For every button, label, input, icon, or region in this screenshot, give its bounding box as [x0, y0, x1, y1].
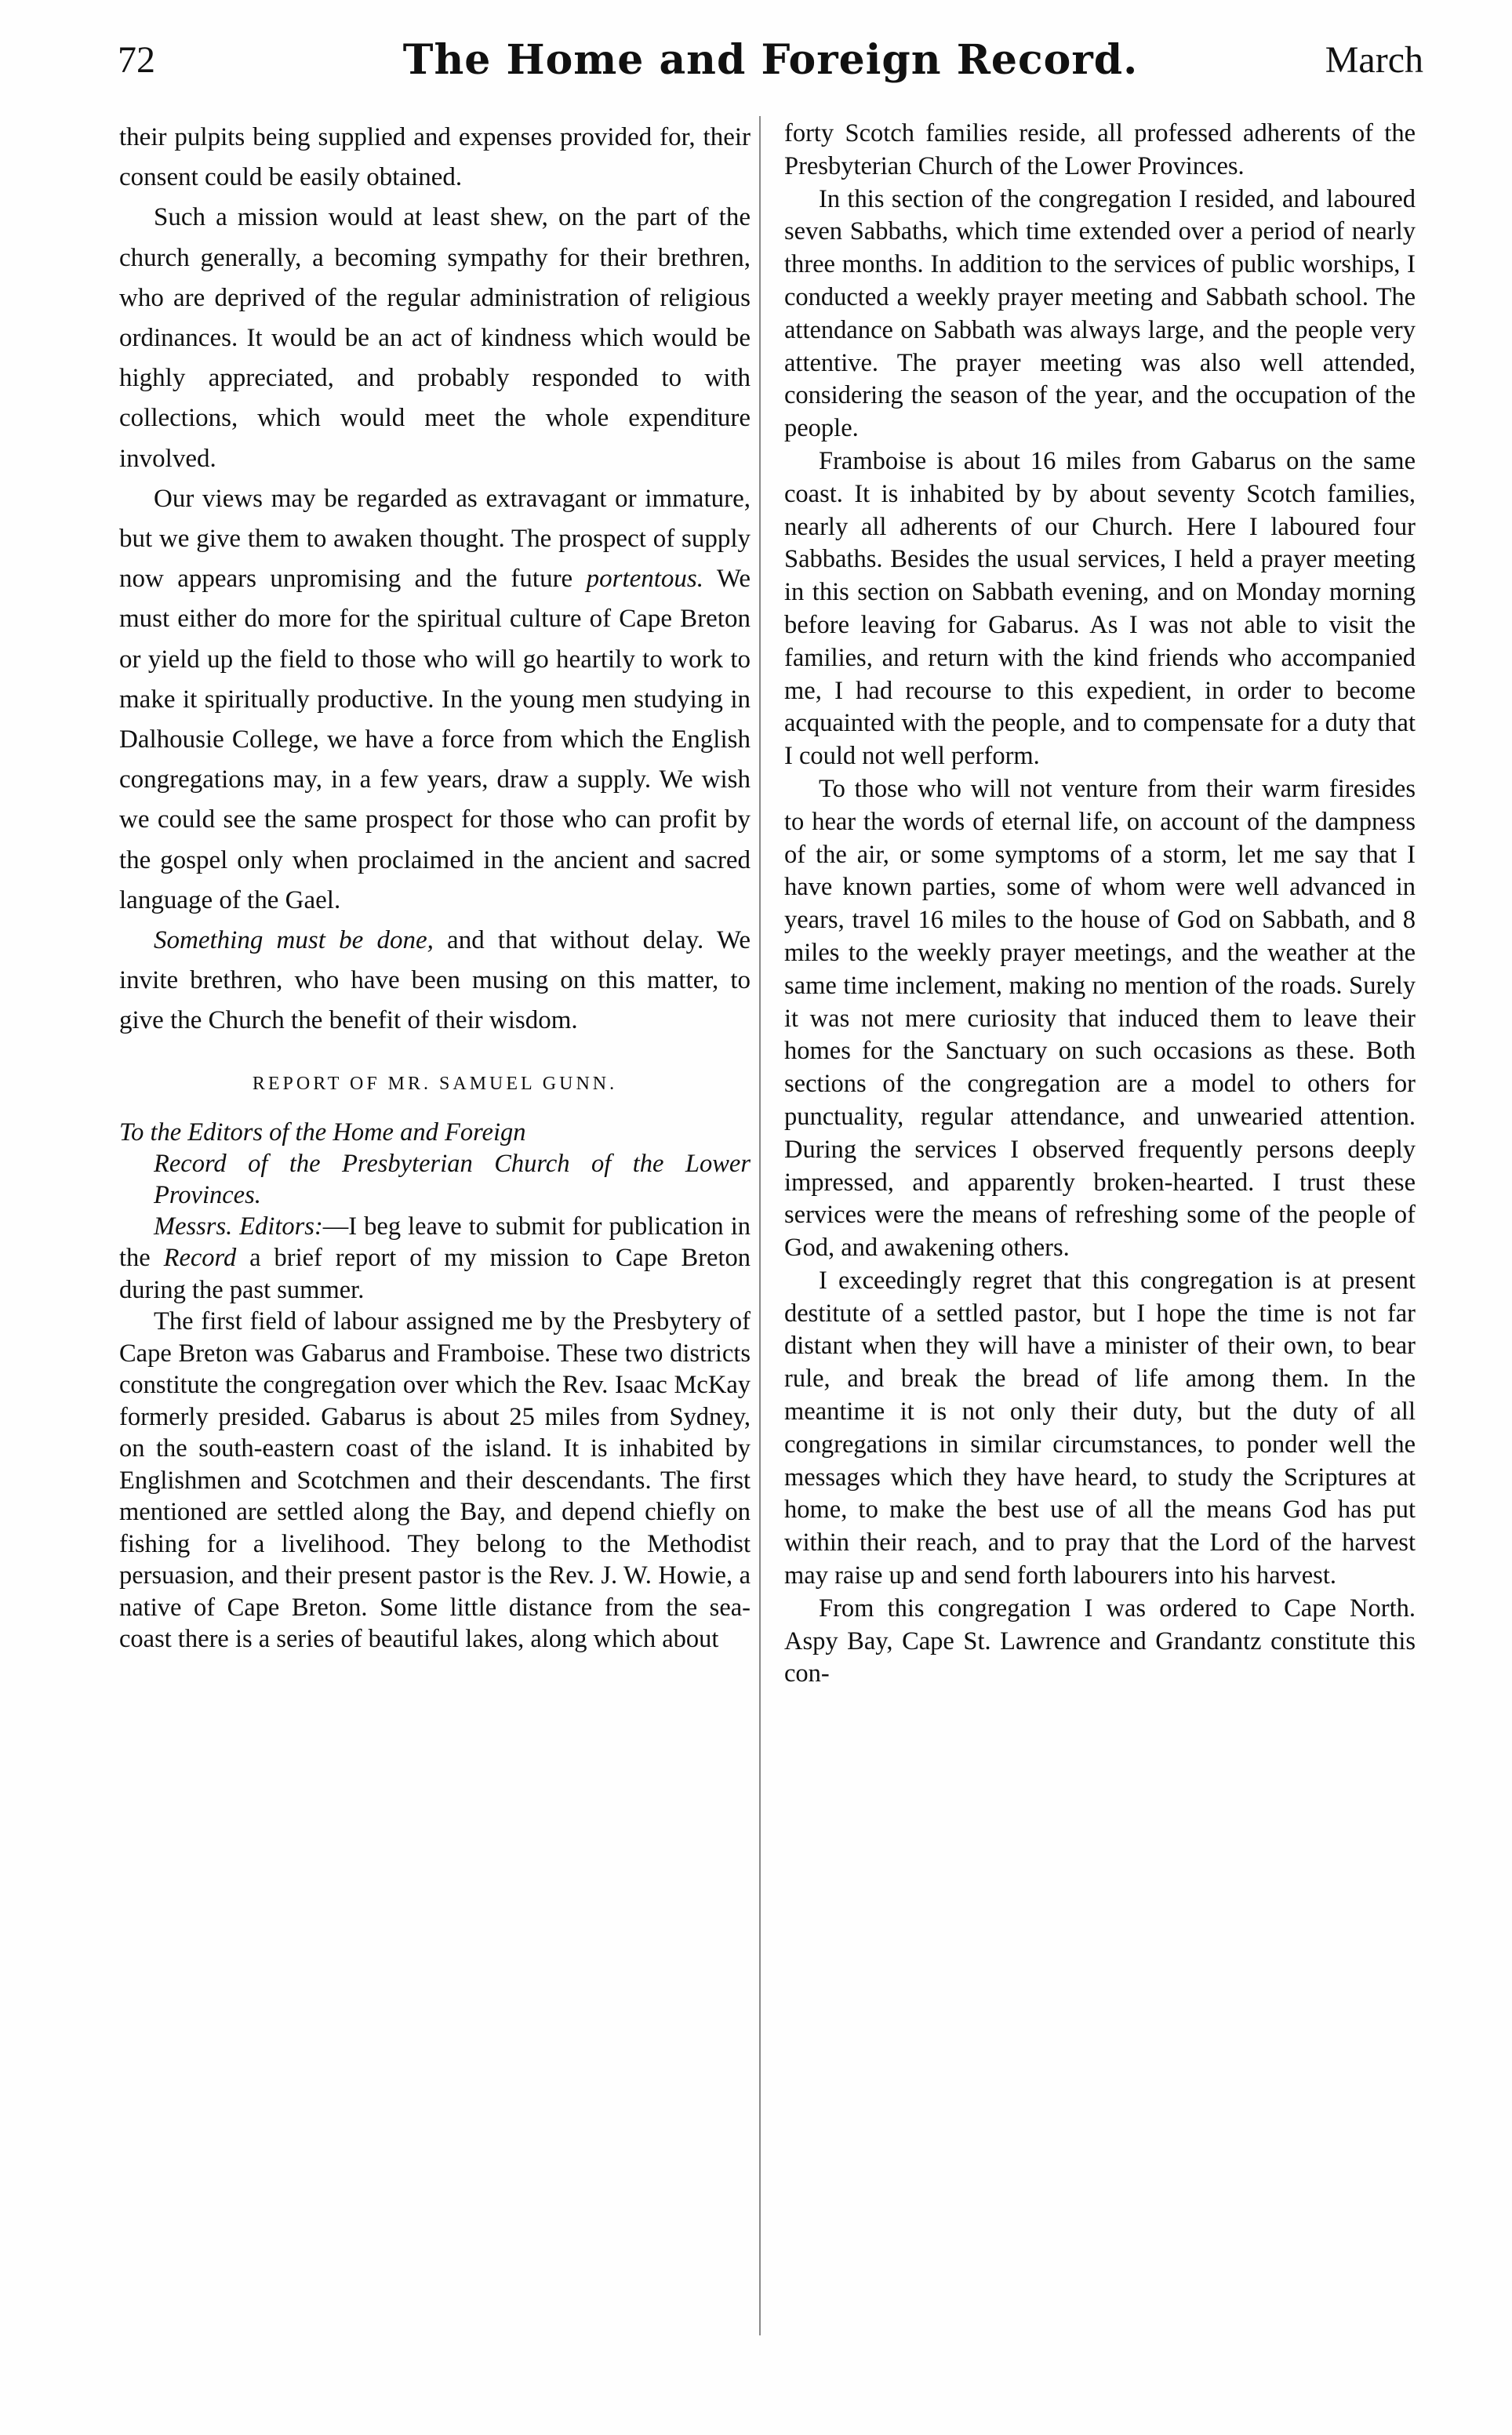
salutation-text-a: —I beg leave to submit for publication in the: [119, 1212, 751, 1273]
left-paragraph-4-text: and that without delay. We invite brethren, who have been musing on this matter, to give the Church the benefit of their wisdom.: [119, 926, 751, 1035]
report-heading: REPORT OF MR. SAMUEL GUNN.: [252, 1073, 618, 1094]
page-number: 72: [118, 39, 155, 81]
salutation-record-emphasis: Record: [163, 1244, 237, 1273]
salutation-text-b: a brief report of my mission to Cape Breton during the past summer.: [119, 1244, 751, 1304]
report-address-line-2: Record of the Presbyterian Church of the Lower Provinces.: [154, 1149, 751, 1209]
right-paragraph-3: Framboise is about 16 miles from Gabarus on the same coast. It is inhabited by by about seventy Scotch families, nearly all adherents of our Church. Here I laboured four Sabbaths. Besides the usual services, I held a prayer meeting in this section on Sabbath evening, and on Monday morning before leaving for Gabarus. As I was not able to visit the families, and return with the kind friends who accompanied me, I had recourse to this expedient, in order to become acquainted with the people, and to compensate for a duty that I could not well perform.: [784, 446, 1416, 771]
left-paragraph-1: their pulpits being supplied and expenses provided for, their consent could be easily obtained.: [119, 123, 751, 192]
column-divider: [759, 116, 761, 2335]
left-paragraph-3-emphasis: portentous.: [586, 565, 704, 594]
right-paragraph-1: forty Scotch families reside, all professed adherents of the Presbyterian Church of the Lower Provinces.: [784, 119, 1416, 180]
left-paragraph-4-emphasis: Something must be done,: [154, 926, 434, 955]
left-paragraph-2: Such a mission would at least shew, on the part of the church generally, a becoming sympathy for their brethren, who are deprived of the regular administration of religious ordinances. It would be an act of kindness which would be highly appreciated, and probably responded to with collections, which would meet the whole expenditure involved.: [119, 203, 751, 473]
report-paragraph-salutation: [119, 1211, 751, 1307]
left-paragraph-3-text-b: We must either do more for the spiritual culture of Cape Breton or yield up the field to those who will go heartily to work to make it spiritually productive. In the young men studying in Dalhousie College, we have a force from which the English congregations may, in a few years, draw a supply. We wish we could see the same prospect for those who can profit by the gospel only when proclaimed in the ancient and sacred language of the Gael.: [119, 565, 751, 914]
left-paragraph-3-text-a: Our views may be regarded as extravagant or immature, but we give them to awaken thought. The prospect of supply now appears unpromising and the future: [119, 484, 751, 594]
right-column: [784, 118, 1416, 1691]
right-paragraph-2: In this section of the congregation I resided, and laboured seven Sabbaths, which time extended over a period of nearly three months. In addition to the services of public worships, I conducted a weekly prayer meeting and Sabbath school. The attendance on Sabbath was always large, and the people very attentive. The prayer meeting was also well attended, considering the season of the year, and the occupation of the people.: [784, 184, 1416, 443]
page-header: [118, 33, 1423, 88]
left-paragraph-3: [119, 479, 751, 921]
right-paragraph-4: To those who will not venture from their warm firesides to hear the words of eternal life, on account of the dampness of the air, or some symptoms of a storm, let me say that I have known parties, some of whom were well advanced in years, travel 16 miles to the house of God on Sabbath, and 8 miles to the weekly prayer meetings, and the weather at the same time inclement, making no mention of the roads. Surely it was not mere curiosity that induced them to leave their homes for the Sanctuary on such occasions as these. Both sections of the congregation are a model to others for punctuality, regular attendance, and unwearied attention. During the services I observed frequently persons deeply impressed, and apparently broken-hearted. I trust these services were the means of refreshing some of the people of God, and awakening others.: [784, 774, 1416, 1263]
right-paragraph-5: I exceedingly regret that this congregation is at present destitute of a settled pastor, but I hope the time is not far distant when they will have a minister of their own, to bear rule, and break the bread of life among them. In the meantime it is not only their duty, but the duty of all congregations in similar circumstances, to ponder well the messages which they have heard, to study the Scriptures at home, to make the best use of all the means God has put within their reach, and to pray that the Lord of the harvest may raise up and send forth labourers into his harvest.: [784, 1266, 1416, 1590]
report-address: [119, 1117, 751, 1211]
report-section: [119, 1068, 751, 1655]
running-title: The Home and Foreign Record.: [402, 36, 1139, 84]
right-paragraph-6: From this congregation I was ordered to Cape North. Aspy Bay, Cape St. Lawrence and Grandantz constitute this con-: [784, 1594, 1416, 1688]
left-column: [119, 118, 751, 1655]
left-paragraph-4: [119, 921, 751, 1041]
salutation-emphasis: Messrs. Editors:: [154, 1212, 323, 1241]
report-paragraph-gabarus: The first field of labour assigned me by the Presbytery of Cape Breton was Gabarus and Framboise. These two districts constitute the congregation over which the Rev. Isaac McKay formerly presided. Gabarus is about 25 miles from Sydney, on the south-eastern coast of the island. It is inhabited by Englishmen and Scotchmen and their descendants. The first mentioned are settled along the Bay, and depend chiefly on fishing for a livelihood. They belong to the Methodist persuasion, and their present pastor is the Rev. J. W. Howie, a native of Cape Breton. Some little distance from the sea-coast there is a series of beautiful lakes, along which about: [119, 1307, 751, 1654]
report-address-line-1: To the Editors of the Home and Foreign: [119, 1118, 526, 1147]
page-month: March: [1325, 39, 1423, 81]
